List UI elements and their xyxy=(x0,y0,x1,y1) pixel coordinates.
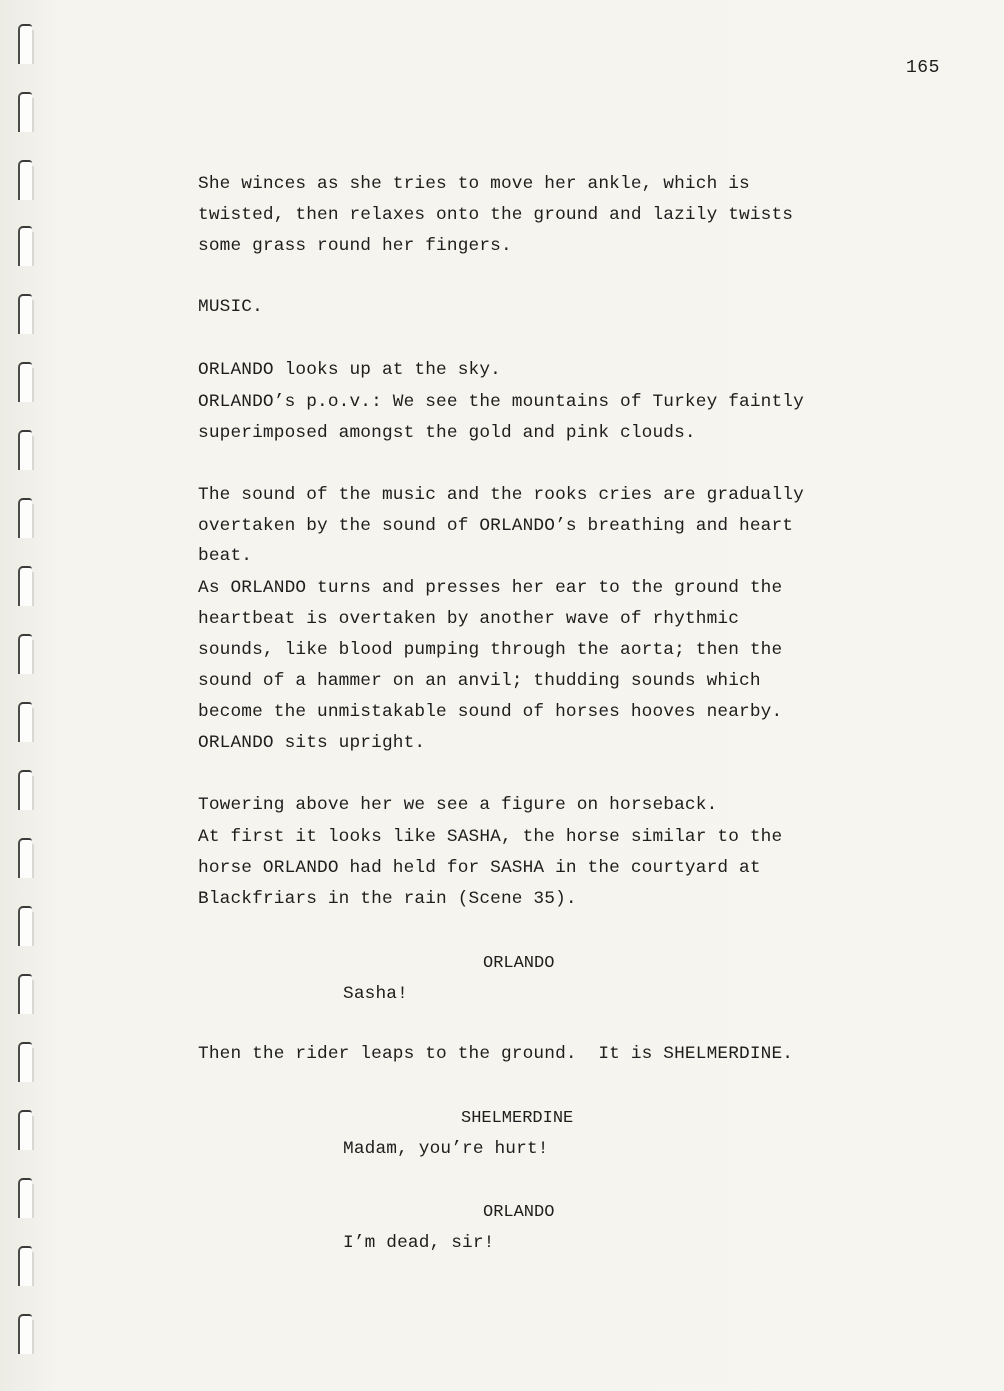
action-line: MUSIC. xyxy=(198,297,263,317)
dialogue-line: Madam, you’re hurt! xyxy=(343,1139,549,1159)
action-line: She winces as she tries to move her ankle, which is xyxy=(198,174,750,194)
binding-hole xyxy=(18,430,32,470)
action-line: ORLANDO’s p.o.v.: We see the mountains of Turkey faintly xyxy=(198,392,804,412)
binding-hole xyxy=(18,634,32,674)
action-line: beat. xyxy=(198,546,253,566)
binding-hole xyxy=(18,1178,32,1218)
action-line: heartbeat is overtaken by another wave of rhythmic xyxy=(198,609,740,629)
action-line: become the unmistakable sound of horses hooves nearby. xyxy=(198,702,783,722)
binding-hole xyxy=(18,566,32,606)
binding-hole xyxy=(18,24,32,64)
action-line: some grass round her fingers. xyxy=(198,236,512,256)
binding-hole xyxy=(18,226,32,266)
action-line: ORLANDO sits upright. xyxy=(198,733,426,753)
character-name: ORLANDO xyxy=(483,1203,555,1222)
binding-hole xyxy=(18,702,32,742)
spiral-binding xyxy=(0,0,50,1391)
action-line: superimposed amongst the gold and pink clouds. xyxy=(198,423,696,443)
character-name: ORLANDO xyxy=(483,954,555,973)
action-line: Blackfriars in the rain (Scene 35). xyxy=(198,889,577,909)
binding-hole xyxy=(18,906,32,946)
binding-hole xyxy=(18,1246,32,1286)
action-line: overtaken by the sound of ORLANDO’s breathing and heart xyxy=(198,516,794,536)
action-line: horse ORLANDO had held for SASHA in the courtyard at xyxy=(198,858,761,878)
action-line: ORLANDO looks up at the sky. xyxy=(198,360,501,380)
binding-hole xyxy=(18,498,32,538)
action-line: sound of a hammer on an anvil; thudding sounds which xyxy=(198,671,761,691)
action-line: At first it looks like SASHA, the horse similar to the xyxy=(198,827,783,847)
binding-hole xyxy=(18,974,32,1014)
action-line: Then the rider leaps to the ground. It is SHELMERDINE. xyxy=(198,1044,794,1064)
character-name: SHELMERDINE xyxy=(461,1109,574,1128)
binding-hole xyxy=(18,362,32,402)
binding-hole xyxy=(18,838,32,878)
action-line: sounds, like blood pumping through the aorta; then the xyxy=(198,640,783,660)
binding-hole xyxy=(18,770,32,810)
binding-hole xyxy=(18,1110,32,1150)
binding-hole xyxy=(18,1042,32,1082)
action-line: Towering above her we see a figure on horseback. xyxy=(198,795,718,815)
page-number: 165 xyxy=(906,58,940,78)
action-line: As ORLANDO turns and presses her ear to the ground the xyxy=(198,578,783,598)
binding-hole xyxy=(18,160,32,200)
dialogue-line: Sasha! xyxy=(343,984,408,1004)
action-line: The sound of the music and the rooks cries are gradually xyxy=(198,485,804,505)
dialogue-line: I’m dead, sir! xyxy=(343,1233,495,1253)
binding-hole xyxy=(18,92,32,132)
binding-hole xyxy=(18,1314,32,1354)
action-line: twisted, then relaxes onto the ground and lazily twists xyxy=(198,205,794,225)
binding-hole xyxy=(18,294,32,334)
